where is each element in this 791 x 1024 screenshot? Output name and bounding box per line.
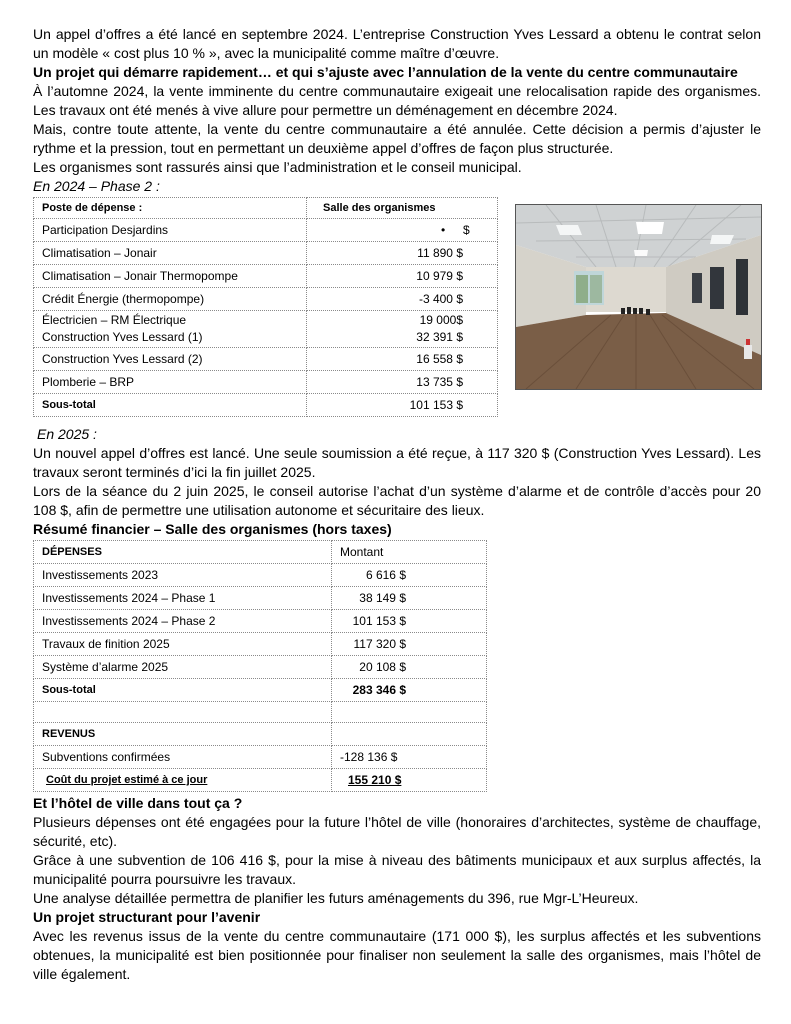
room-photo-image xyxy=(516,205,761,389)
table-row xyxy=(34,219,498,242)
section-heading-1: Un projet qui démarre rapidement… et qui s’ajuste avec l’annulation de la vente du centre communautaire xyxy=(33,64,738,80)
table-header-row xyxy=(34,541,487,564)
phase2-label: En 2024 – Phase 2 : xyxy=(33,178,160,194)
room-photo xyxy=(515,204,762,390)
row-value xyxy=(307,311,498,348)
total-row xyxy=(34,769,487,792)
row-label: Système d’alarme 2025 xyxy=(34,656,332,679)
row-label: Travaux de finition 2025 xyxy=(34,633,332,656)
outro-paragraph-4: Avec les revenus issus de la vente du centre communautaire (171 000 $), les surplus affectés et les subventions obtenues, la municipalité est bien positionnée pour finaliser non seulement la salle des organismes, mais l’hôtel de ville également. xyxy=(33,928,761,982)
row-label: Participation Desjardins xyxy=(34,219,307,242)
row-label: Subventions confirmées xyxy=(34,746,332,769)
subtotal-row xyxy=(34,679,487,702)
subtotal-row xyxy=(34,394,498,417)
subtotal-value: 283 346 $ xyxy=(332,679,487,702)
row-value-line-1: 19 000$ xyxy=(419,313,463,327)
section-heading-3: Un projet structurant pour l’avenir xyxy=(33,909,261,925)
row-value: 101 153 $ xyxy=(332,610,487,633)
outro-paragraph-2: Grâce à une subvention de 106 416 $, pour la mise à niveau des bâtiments municipaux et aux surplus affectés, la municipalité pourra poursuivre les travaux. xyxy=(33,852,761,887)
table-row xyxy=(34,656,487,679)
row-label xyxy=(34,311,307,348)
outro-paragraph-3: Une analyse détaillée permettra de planifier les futurs aménagements du 396, rue Mgr-L’Heureux. xyxy=(33,890,639,906)
section-heading-2: Et l’hôtel de ville dans tout ça ? xyxy=(33,795,243,811)
row-value: 10 979 $ xyxy=(307,265,498,288)
table-header-row xyxy=(34,198,498,219)
row-value xyxy=(307,219,498,242)
section-2025-label: En 2025 : xyxy=(37,426,97,442)
row-label: Investissements 2024 – Phase 1 xyxy=(34,587,332,610)
row-label: Climatisation – Jonair Thermopompe xyxy=(34,265,307,288)
blank-row xyxy=(34,702,487,723)
phase2-expense-table xyxy=(33,197,498,417)
total-value: 155 210 $ xyxy=(348,772,402,787)
row-value: 117 320 $ xyxy=(332,633,487,656)
section-2025-paragraph-1: Un nouvel appel d’offres est lancé. Une seule soumission a été reçue, à 117 320 $ (Construction Yves Lessard). Les travaux seront terminés d’ici la fin juillet 2025. xyxy=(33,445,761,480)
row-label: Construction Yves Lessard (2) xyxy=(34,348,307,371)
blank-cell xyxy=(332,723,487,746)
table-row xyxy=(34,746,487,769)
blank-cell xyxy=(34,702,332,723)
header-depenses: DÉPENSES xyxy=(34,541,332,564)
table-row xyxy=(34,610,487,633)
phase2-section xyxy=(33,197,761,425)
table-row xyxy=(34,311,498,348)
subtotal-label: Sous-total xyxy=(34,394,307,417)
table-row xyxy=(34,371,498,394)
subtotal-label: Sous-total xyxy=(34,679,332,702)
table-row xyxy=(34,348,498,371)
table-row xyxy=(34,242,498,265)
row-label-line-1: Électricien – RM Électrique xyxy=(42,313,187,327)
row-value: 38 149 $ xyxy=(332,587,487,610)
row-value: 20 108 $ xyxy=(332,656,487,679)
row-label: Crédit Énergie (thermopompe) xyxy=(34,288,307,311)
bullet-icon: • xyxy=(441,222,446,237)
total-label: Coût du projet estimé à ce jour xyxy=(46,774,208,786)
header-poste: Poste de dépense : xyxy=(34,198,307,219)
header-montant: Montant xyxy=(332,541,487,564)
row-value: -128 136 $ xyxy=(332,746,487,769)
row-value: 16 558 $ xyxy=(307,348,498,371)
header-revenus: REVENUS xyxy=(34,723,332,746)
table-row xyxy=(34,633,487,656)
summary-title: Résumé financier – Salle des organismes (hors taxes) xyxy=(33,521,392,537)
section-2025-paragraph-2: Lors de la séance du 2 juin 2025, le conseil autorise l’achat d’un système d’alarme et de contrôle d’accès pour 20 108 $, afin de permettre une utilisation autonome et sécuritaire des lieux. xyxy=(33,483,761,518)
table-row xyxy=(34,265,498,288)
row-label: Investissements 2024 – Phase 2 xyxy=(34,610,332,633)
subtotal-value: 101 153 $ xyxy=(307,394,498,417)
document-page xyxy=(33,25,761,984)
header-salle: Salle des organismes xyxy=(307,198,498,219)
outro-paragraph-1: Plusieurs dépenses ont été engagées pour la future l’hôtel de ville (honoraires d’architectes, système de chauffage, sécurité, etc). xyxy=(33,814,761,849)
row-value: 11 890 $ xyxy=(307,242,498,265)
table-row xyxy=(34,587,487,610)
table-row xyxy=(34,564,487,587)
intro-paragraph-4: Les organismes sont rassurés ainsi que l’administration et le conseil municipal. xyxy=(33,159,522,175)
row-value: 6 616 $ xyxy=(332,564,487,587)
table-row xyxy=(34,288,498,311)
row-value-text: $ xyxy=(463,222,470,237)
row-value: -3 400 $ xyxy=(307,288,498,311)
row-label: Climatisation – Jonair xyxy=(34,242,307,265)
row-label: Investissements 2023 xyxy=(34,564,332,587)
row-value: 13 735 $ xyxy=(307,371,498,394)
intro-paragraph-3: Mais, contre toute attente, la vente du centre communautaire a été annulée. Cette décision a permis d’ajuster le rythme et la pression, tout en permettant un deuxième appel d’offres de façon plus structurée. xyxy=(33,121,761,156)
revenus-header-row xyxy=(34,723,487,746)
financial-summary-table xyxy=(33,540,487,792)
total-label-cell xyxy=(34,769,332,792)
intro-paragraph-2: À l’automne 2024, la vente imminente du centre communautaire exigeait une relocalisation rapide des organismes. Les travaux ont été menés à vive allure pour permettre un déménagement en décembre 2024. xyxy=(33,83,761,118)
intro-paragraph-1: Un appel d’offres a été lancé en septembre 2024. L’entreprise Construction Yves Lessard a obtenu le contrat selon un modèle « cost plus 10 % », avec la municipalité comme maître d’œuvre. xyxy=(33,26,761,61)
row-label: Plomberie – BRP xyxy=(34,371,307,394)
row-label-line-2: Construction Yves Lessard (1) xyxy=(42,330,203,344)
blank-cell xyxy=(332,702,487,723)
total-value-cell xyxy=(332,769,487,792)
row-value-line-2: 32 391 $ xyxy=(416,330,463,344)
